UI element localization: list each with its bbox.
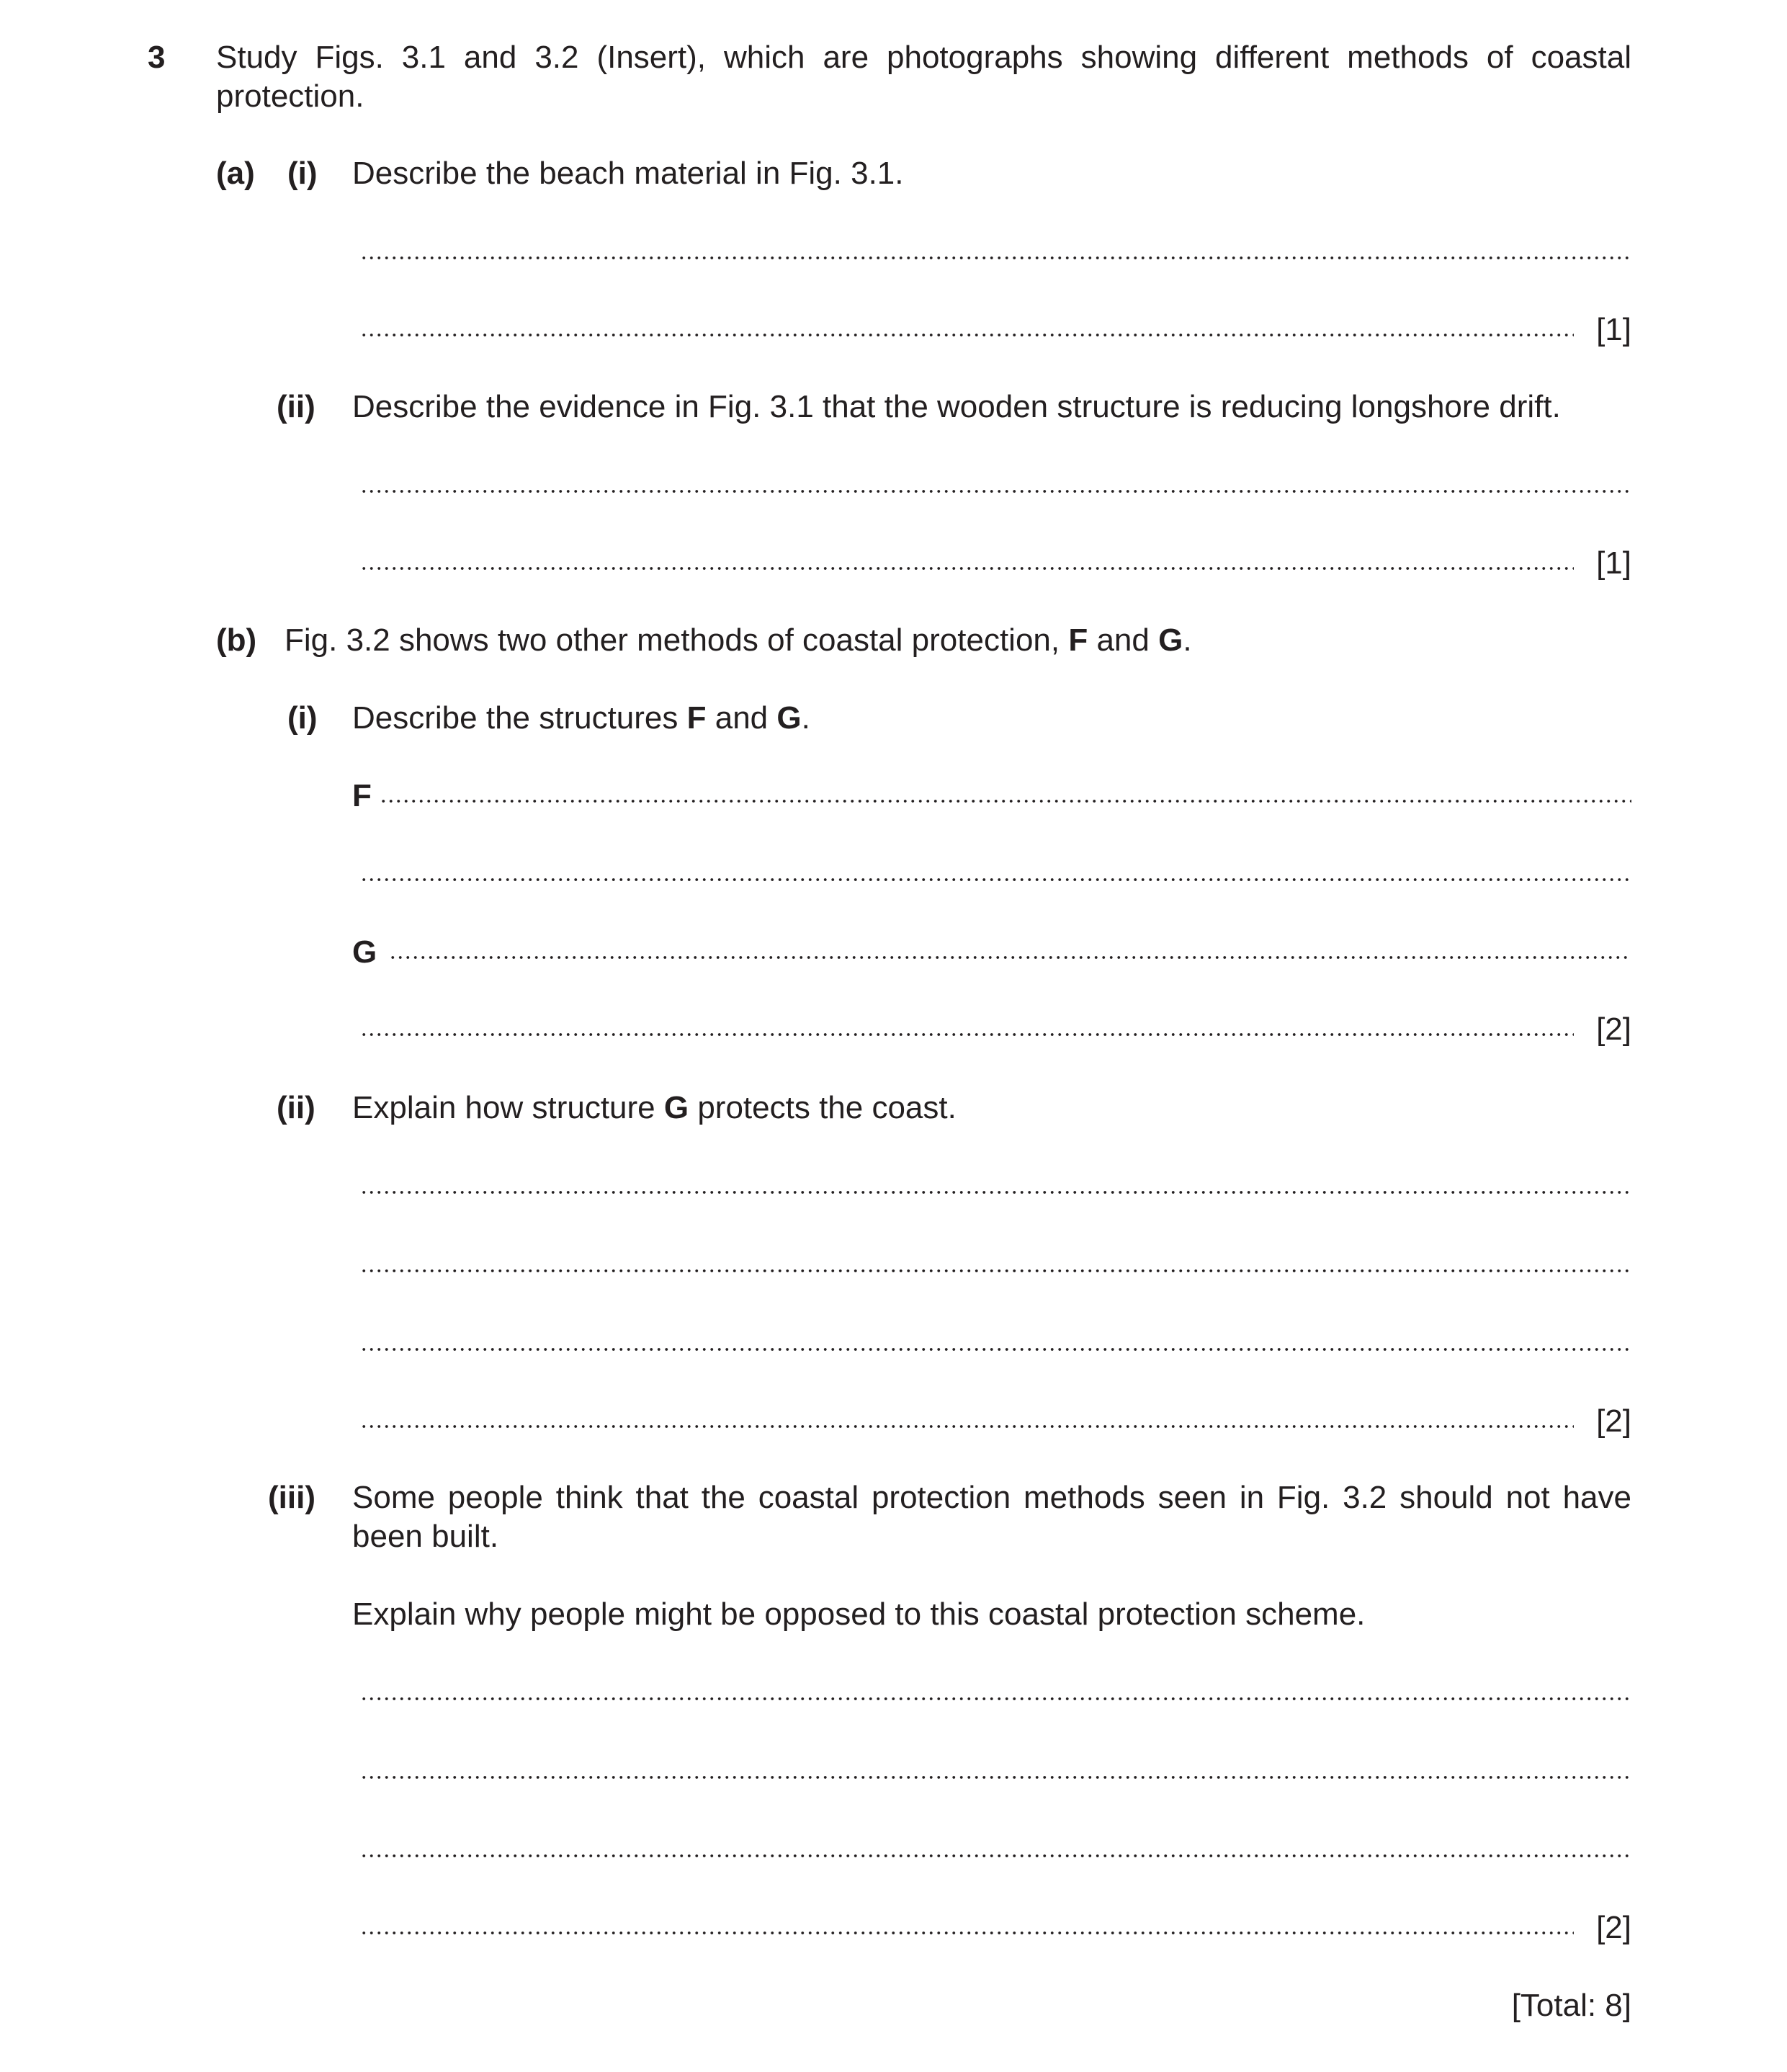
part-b-i-and: and	[706, 700, 777, 736]
part-b-g: G	[1158, 622, 1183, 658]
mark-allocation: [2]	[1596, 1910, 1631, 1945]
answer-line[interactable]	[360, 1854, 1631, 1858]
total-marks: [Total: 8]	[1511, 1988, 1631, 2023]
part-b-i-question	[352, 699, 810, 738]
part-b-i-g: G	[776, 700, 802, 736]
part-b-i-label: (i)	[287, 700, 318, 736]
part-b-period: .	[1183, 622, 1192, 658]
mark-allocation: [2]	[1596, 1012, 1631, 1047]
part-b-i-period: .	[801, 700, 810, 736]
part-b-ii-question	[352, 1089, 957, 1127]
answer-line[interactable]	[360, 1032, 1574, 1037]
answer-line[interactable]	[360, 333, 1574, 337]
part-b-question	[285, 621, 1192, 660]
question-intro-line1: Study Figs. 3.1 and 3.2 (Insert), which are photographs showing different methods of coastal	[216, 40, 1631, 75]
part-b-iii-question-line1: Some people think that the coastal protection methods seen in Fig. 3.2 should not have	[352, 1480, 1631, 1515]
part-b-i-f: F	[686, 700, 707, 736]
f-label: F	[352, 778, 372, 813]
answer-line[interactable]	[360, 1269, 1631, 1273]
part-b-label: (b)	[216, 622, 257, 658]
g-label: G	[352, 934, 377, 970]
part-b-iii-instruction: Explain why people might be opposed to this coastal protection scheme.	[352, 1597, 1366, 1632]
answer-line[interactable]	[360, 1347, 1631, 1352]
part-a-i-label: (i)	[287, 156, 318, 191]
question-intro-line2: protection.	[216, 79, 364, 114]
answer-line[interactable]	[360, 1424, 1574, 1429]
answer-line[interactable]	[360, 1775, 1631, 1779]
answer-line[interactable]	[360, 878, 1631, 882]
answer-line[interactable]	[360, 1697, 1631, 1701]
part-b-iii-question-line2: been built.	[352, 1519, 499, 1554]
answer-line-g[interactable]	[389, 955, 1631, 960]
mark-allocation: [1]	[1596, 312, 1631, 347]
answer-line[interactable]	[360, 256, 1631, 260]
mark-allocation: [1]	[1596, 545, 1631, 581]
answer-line[interactable]	[360, 489, 1631, 494]
part-b-ii-text-end: protects the coast.	[689, 1090, 957, 1125]
question-number: 3	[148, 40, 166, 75]
answer-line[interactable]	[360, 1190, 1631, 1194]
part-b-ii-text: Explain how structure	[352, 1090, 664, 1125]
answer-line[interactable]	[360, 1931, 1574, 1935]
part-b-ii-label: (ii)	[277, 1090, 315, 1125]
mark-allocation: [2]	[1596, 1403, 1631, 1439]
part-b-text: Fig. 3.2 shows two other methods of coastal protection,	[285, 622, 1069, 658]
answer-line-f[interactable]	[380, 799, 1631, 803]
part-b-and: and	[1088, 622, 1159, 658]
part-a-i-question: Describe the beach material in Fig. 3.1.	[352, 156, 904, 191]
part-b-ii-g: G	[663, 1090, 689, 1125]
part-b-f: F	[1068, 622, 1088, 658]
part-b-iii-label: (iii)	[268, 1480, 315, 1515]
answer-line[interactable]	[360, 566, 1574, 571]
part-b-i-text: Describe the structures	[352, 700, 687, 736]
part-a-ii-question: Describe the evidence in Fig. 3.1 that the wooden structure is reducing longshore drift.	[352, 389, 1561, 424]
part-a-label: (a)	[216, 156, 255, 191]
part-a-ii-label: (ii)	[277, 389, 315, 424]
